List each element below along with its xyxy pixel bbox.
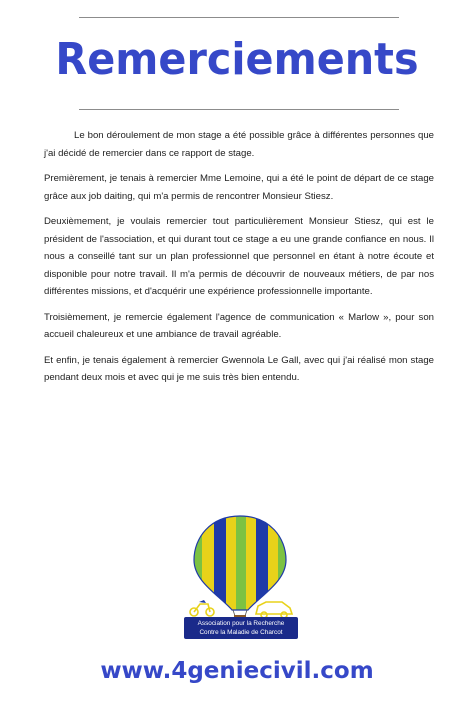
page-title: Remerciements xyxy=(55,34,419,85)
paragraph-second: Deuxièmement, je voulais remercier tout particulièrement Monsieur Stiesz, qui est le président de l'association, et qui durant tout ce stage a eu une grande confiance en nous. Il nous a conseillé tant sur un plan professionnel que personnel en étant à notre écoute et disponible pour notre travail. Il m'a permis de découvrir de nouveaux métiers, de par nos différentes missions, et d'acquérir une expérience professionnelle importante. xyxy=(44,216,434,297)
bottom-divider xyxy=(79,109,399,110)
body-text xyxy=(44,127,434,395)
logo-caption-line1: Association pour la Recherche xyxy=(197,620,285,627)
logo-caption xyxy=(184,617,298,639)
logo-caption-line2: Contre la Maladie de Charcot xyxy=(199,629,283,636)
paragraph-intro: Le bon déroulement de mon stage a été possible grâce à différentes personnes que j'ai décidé de remercier dans ce rapport de stage. xyxy=(44,130,434,159)
paragraph-first: Premièrement, je tenais à remercier Mme Lemoine, qui a été le point de départ de ce stage grâce aux job daiting, qui m'a permis de rencontrer Monsieur Stiesz. xyxy=(44,173,434,202)
footer-url[interactable]: www.4geniecivil.com xyxy=(100,658,374,684)
paragraph-final: Et enfin, je tenais également à remercier Gwennola Le Gall, avec qui j'ai réalisé mon stage pendant deux mois et avec qui je me suis très bien entendu. xyxy=(44,354,434,383)
paragraph-third: Troisièmement, je remercie également l'agence de communication « Marlow », pour son accueil chaleureux et une ambiance de travail agréable. xyxy=(44,311,434,340)
top-divider xyxy=(79,17,399,18)
